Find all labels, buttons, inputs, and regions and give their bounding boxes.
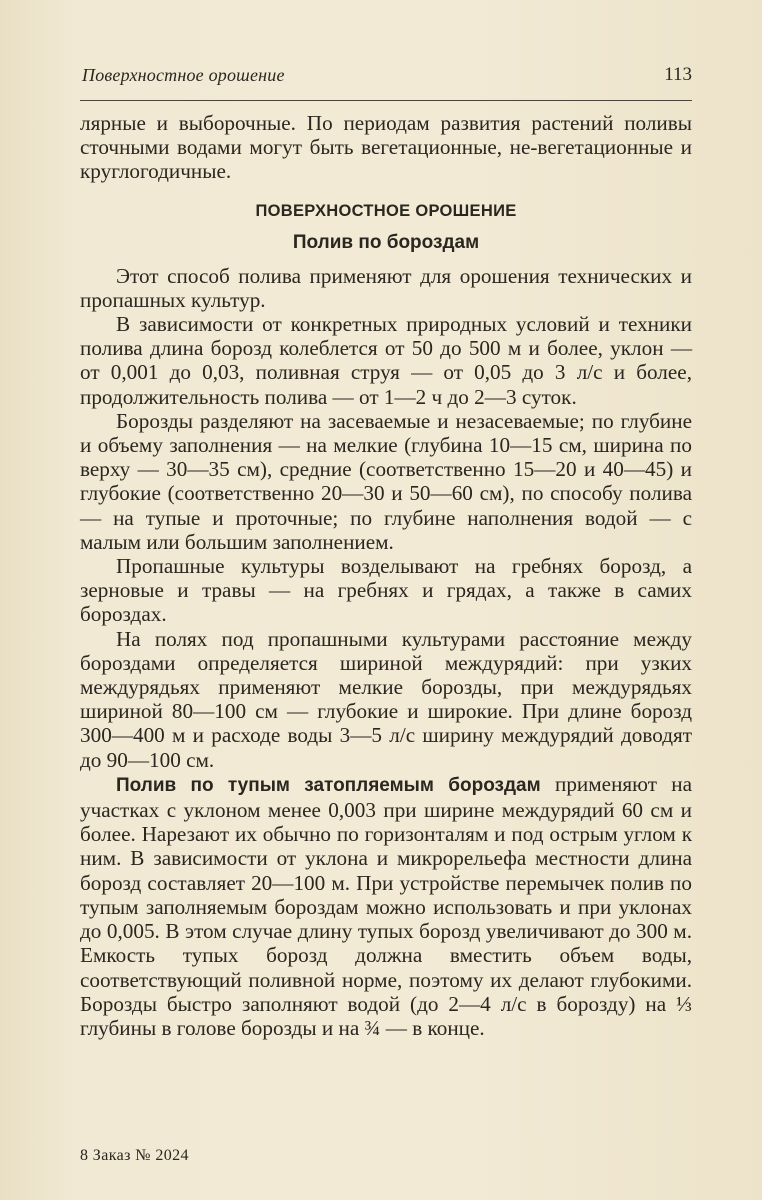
- continuation-paragraph: лярные и выборочные. По периодам развития растений поливы сточными водами могут быть вегетационные, не-вегетационные и круглогодичные.: [80, 111, 692, 184]
- paragraph-1: Этот способ полива применяют для орошения технических и пропашных культур.: [80, 263, 692, 312]
- subsection-title: Полив по бороздам: [292, 231, 480, 253]
- page-number: 113: [664, 64, 692, 85]
- printer-signature: 8 Заказ № 2024: [80, 1147, 189, 1164]
- paragraph-6-run-in-heading: Полив по тупым затопляемым бороздам: [116, 774, 541, 796]
- running-title: Поверхностное орошение: [82, 65, 285, 85]
- main-text: [80, 111, 692, 1040]
- paragraph-6: [80, 772, 692, 1040]
- header-rule: [80, 100, 692, 101]
- paragraph-2: В зависимости от конкретных природных условий и техники полива длина борозд колеблется от 50 до 500 м и более, уклон — от 0,001 до 0,03, поливная струя — от 0,05 до 3 л/с и более, продолжительность полива — от 1—2 ч до 2—3 суток.: [80, 312, 692, 409]
- paragraph-4: Пропашные культуры возделывают на гребнях борозд, а зерновые и травы — на гребнях и грядах, а также в самих бороздах.: [80, 554, 692, 627]
- paragraph-6-text: применяют на участках с уклоном менее 0,003 при ширине междурядий 60 см и более. Нарезают их обычно по горизонталям и под острым углом к ним. В зависимости от уклона и микрорельефа местности длина борозд составляет 20—100 м. При устройстве перемычек полив по тупым заполняемым бороздам можно использовать и при уклонах до 0,005. В этом случае длину тупых борозд увеличивают до 300 м. Емкость тупых борозд должна вместить объем воды, соответствующий поливной норме, поэтому их делают глубокими. Борозды быстро заполняют водой (до 2—4 л/с в борозду) на ⅓ глубины в голове борозды и на ¾ — в конце.: [80, 771, 693, 1040]
- paragraph-3: Борозды разделяют на засеваемые и незасеваемые; по глубине и объему заполнения — на мелкие (глубина 10—15 см, ширина по верху — 30—35 см), средние (соответственно 15—20 и 40—45) и глубокие (соответственно 20—30 и 50—60 см), по способу полива — на тупые и проточные; по глубине наполнения водой — с малым или большим заполнением.: [80, 408, 692, 554]
- running-head: [80, 62, 692, 90]
- section-title: ПОВЕРХНОСТНОЕ ОРОШЕНИЕ: [255, 201, 517, 220]
- paragraph-5: На полях под пропашными культурами расстояние между бороздами определяется шириной междурядий: при узких междурядьях применяют мелкие борозды, при междурядьях шириной 80—100 см — глубокие и широкие. При длине борозд 300—400 м и расходе воды 3—5 л/с ширину междурядий доводят до 90—100 см.: [80, 626, 692, 772]
